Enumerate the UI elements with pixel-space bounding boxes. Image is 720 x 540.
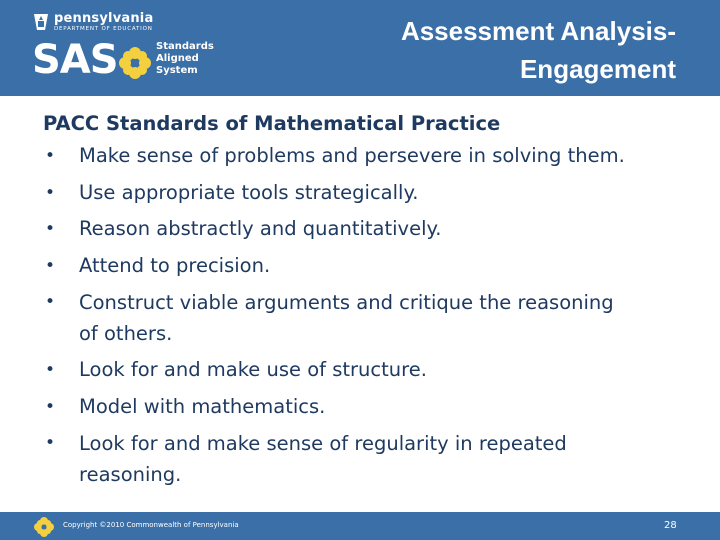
list-item — [42, 392, 682, 423]
footer-flower-icon — [33, 516, 55, 538]
bullet-icon: • — [45, 219, 56, 239]
list-item-text: Model with mathematics. — [79, 394, 326, 418]
tagline-line: Aligned — [156, 53, 199, 64]
pa-brand — [32, 12, 153, 38]
sas-tagline — [156, 41, 214, 77]
list-item — [42, 287, 682, 349]
practice-list — [42, 141, 682, 490]
sas-logo — [32, 12, 242, 86]
list-item-text: Reason abstractly and quantitatively. — [79, 217, 442, 240]
tagline-line: Standards — [156, 41, 214, 52]
list-item — [42, 355, 682, 386]
list-item-text: Make sense of problems and persevere in solving them. — [79, 144, 625, 167]
list-item-text: Look for and make sense of regularity in repeated — [79, 432, 567, 455]
page-number: 28 — [664, 520, 677, 531]
list-item-text: Attend to precision. — [79, 253, 271, 277]
bullet-icon: • — [45, 292, 56, 312]
title-line-2: Engagement — [519, 54, 676, 84]
title-line-1: Assessment Analysis- — [400, 16, 676, 46]
pa-name: pennsylvania — [54, 11, 154, 26]
bullet-icon: • — [45, 396, 56, 417]
bullet-icon: • — [45, 146, 56, 166]
list-item-text-continued: reasoning. — [79, 463, 182, 486]
footer-bar — [0, 512, 720, 540]
bullet-icon: • — [45, 182, 56, 203]
list-item — [42, 178, 682, 209]
tagline-line: System — [156, 65, 198, 76]
list-item — [42, 251, 682, 282]
pennsylvania-keystone-icon — [32, 12, 50, 32]
sas-flower-icon — [118, 46, 152, 80]
slide-content — [42, 110, 682, 490]
bullet-icon: • — [45, 255, 56, 276]
list-item-text: Use appropriate tools strategically. — [79, 180, 419, 204]
sas-wordmark: SAS — [32, 37, 118, 83]
list-item — [42, 428, 682, 490]
list-item — [42, 141, 682, 172]
slide-title — [316, 12, 676, 88]
list-item-text: Construct viable arguments and critique the reasoning — [79, 291, 614, 314]
bullet-icon: • — [45, 433, 56, 453]
pa-department: DEPARTMENT OF EDUCATION — [54, 26, 153, 32]
header-bar — [0, 0, 720, 96]
list-item-text: Look for and make use of structure. — [79, 358, 427, 381]
bullet-icon: • — [45, 360, 56, 380]
list-item — [42, 214, 682, 245]
content-heading: PACC Standards of Mathematical Practice — [43, 112, 501, 135]
list-item-text-continued: of others. — [79, 322, 173, 345]
copyright-text: Copyright ©2010 Commonwealth of Pennsylvania — [63, 521, 239, 529]
